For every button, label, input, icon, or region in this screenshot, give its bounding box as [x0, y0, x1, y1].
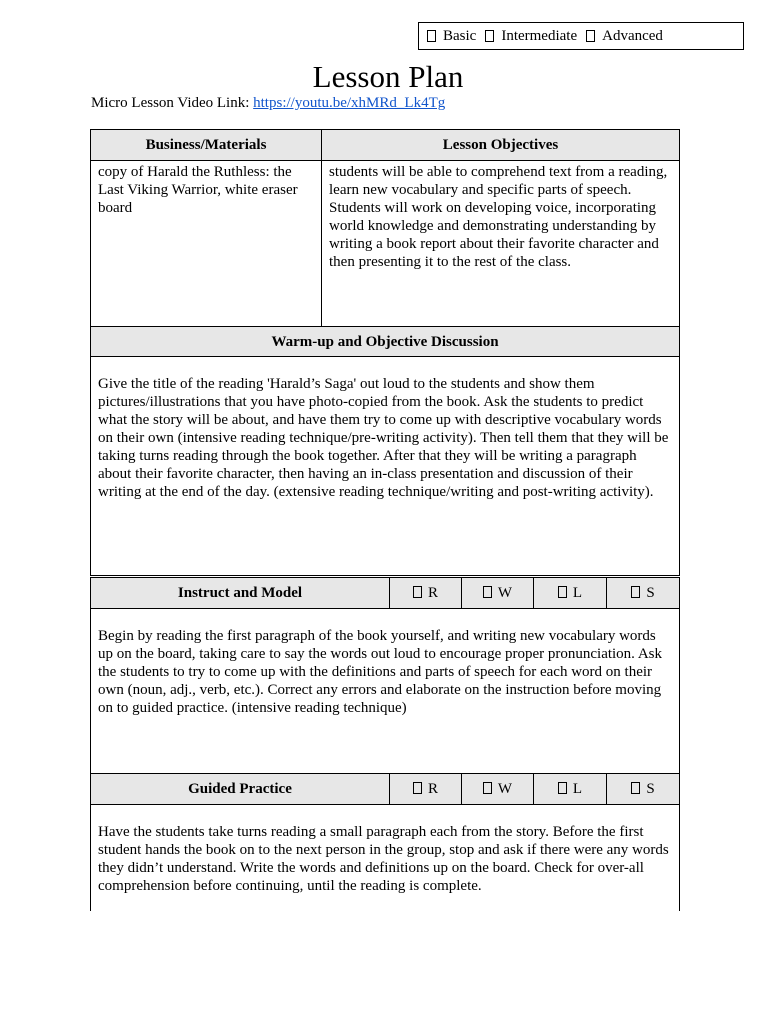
checkbox-icon[interactable] [485, 30, 494, 42]
materials-text: copy of Harald the Ruthless: the Last Viking Warrior, white eraser board [91, 161, 322, 327]
checkbox-icon[interactable] [483, 586, 492, 598]
checkbox-icon[interactable] [558, 586, 567, 598]
checkbox-icon[interactable] [558, 782, 567, 794]
proficiency-level-selector [418, 22, 744, 50]
page-title: Lesson Plan [312, 59, 464, 94]
checkbox-icon[interactable] [413, 586, 422, 598]
skill-label: S [646, 781, 655, 797]
skill-label: W [497, 781, 513, 797]
skill-listening[interactable] [534, 577, 607, 609]
objectives-text: students will be able to comprehend text from a reading, learn new vocabulary and specific parts of speech. Students will work on developing voice, incorporating world knowledge and demonstrating understanding by writing a book report about their favorite character and then presenting it to the rest of the class. [322, 161, 680, 327]
objectives-header: Lesson Objectives [322, 130, 680, 161]
skill-writing[interactable] [462, 577, 534, 609]
level-option-intermediate[interactable] [485, 28, 577, 45]
checkbox-icon[interactable] [413, 782, 422, 794]
checkbox-icon[interactable] [586, 30, 595, 42]
warmup-header: Warm-up and Objective Discussion [91, 327, 680, 357]
video-link[interactable]: https://youtu.be/xhMRd_Lk4Tg [253, 95, 446, 111]
checkbox-icon[interactable] [427, 30, 436, 42]
checkbox-icon[interactable] [483, 782, 492, 794]
checkbox-icon[interactable] [631, 586, 640, 598]
skill-label: L [572, 585, 583, 601]
skill-label: R [427, 585, 438, 601]
level-label-intermediate: Intermediate [501, 27, 578, 44]
warmup-text: Give the title of the reading 'Harald’s Saga' out loud to the students and show them pictures/illustrations that you have photo-copied from the book. Ask the students to predict what the story will be about, and have them try to come up with descriptive vocabulary words on their own (intensive reading technique/pre-writing activity). Then tell them that they will be taking turns reading through the book together. After that they will be writing a paragraph about their favorite character, then having an in-class presentation and discussion of their writing at the end of the day. (extensive reading technique/writing and post-writing activity). [91, 357, 680, 577]
level-option-basic[interactable] [427, 28, 476, 45]
level-label-advanced: Advanced [602, 27, 663, 44]
level-option-advanced[interactable] [586, 28, 663, 45]
skill-label: L [572, 781, 583, 797]
skill-speaking[interactable] [607, 774, 680, 805]
lesson-plan-table [90, 129, 680, 911]
level-label-basic: Basic [443, 27, 477, 44]
skill-speaking[interactable] [607, 577, 680, 609]
video-link-line [91, 93, 445, 113]
skill-label: R [427, 781, 438, 797]
skill-label: W [497, 585, 513, 601]
instruct-header: Instruct and Model [91, 577, 390, 609]
materials-header: Business/Materials [91, 130, 322, 161]
instruct-text: Begin by reading the first paragraph of the book yourself, and writing new vocabulary words up on the board, taking care to say the words out loud to encourage proper pronunciation. Ask the students to try to come up with the definitions and parts of speech for each word on their own (noun, adj., verb, etc.). Correct any errors and elaborate on the instruction before moving on to guided practice. (intensive reading technique) [91, 609, 680, 774]
guided-header: Guided Practice [91, 774, 390, 805]
skill-writing[interactable] [462, 774, 534, 805]
skill-label: S [646, 585, 655, 601]
skill-reading[interactable] [390, 774, 462, 805]
video-link-label: Micro Lesson Video Link: [91, 95, 254, 111]
checkbox-icon[interactable] [631, 782, 640, 794]
skill-listening[interactable] [534, 774, 607, 805]
skill-reading[interactable] [390, 577, 462, 609]
guided-text: Have the students take turns reading a small paragraph each from the story. Before the first student hands the book on to the next person in the group, stop and ask if there were any words they didn’t understand. Write the words and definitions up on the board. Check for over-all comprehension before continuing, until the reading is complete. [91, 805, 680, 911]
